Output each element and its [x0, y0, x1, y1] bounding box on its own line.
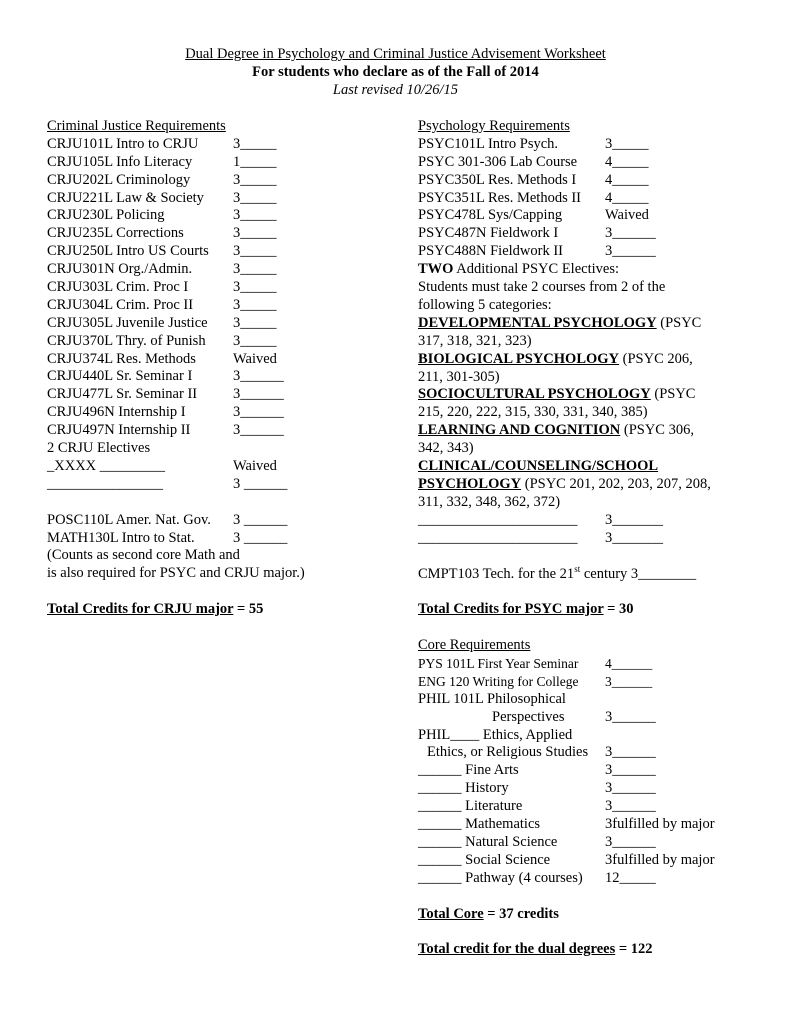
course-row: [418, 243, 748, 261]
credit-field[interactable]: 3______: [233, 404, 284, 421]
elective-name-field[interactable]: ______________________: [418, 511, 578, 528]
course-name: CRJU304L Crim. Proc II: [47, 296, 194, 313]
category-courses: (PSYC 201, 202, 203, 207, 208,: [521, 476, 711, 493]
core-row: [418, 834, 748, 852]
course-row: [418, 190, 748, 208]
course-row: [47, 207, 392, 225]
psyc-total-label: Total Credits for PSYC major: [418, 601, 604, 618]
core-row: [418, 780, 748, 798]
elective-row: [418, 530, 748, 548]
course-row: [418, 136, 748, 154]
course-name: CRJU305L Juvenile Justice: [47, 314, 208, 331]
electives-instruction: Students must take 2 courses from 2 of the: [418, 279, 666, 296]
course-row: [418, 207, 748, 225]
credit-field[interactable]: 4_____: [605, 153, 649, 170]
course-row: [47, 136, 392, 154]
core-name: ENG 120 Writing for College: [418, 673, 579, 689]
core-area-field[interactable]: ______ Mathematics: [418, 816, 541, 833]
course-row: [418, 225, 748, 243]
course-name: PSYC 301-306 Lab Course: [418, 153, 578, 170]
credit-field[interactable]: 3______: [233, 386, 284, 403]
credit-field[interactable]: 3fulfilled by major: [605, 851, 715, 868]
elective-row: [418, 512, 748, 530]
credit-field[interactable]: Waived: [233, 350, 277, 367]
category-courses: (PSYC: [650, 386, 696, 403]
course-row: [47, 279, 392, 297]
credit-field[interactable]: 3 ______: [233, 529, 288, 546]
credit-field[interactable]: 3_______: [605, 529, 663, 546]
category-courses: (PSYC: [656, 314, 702, 331]
course-name: CRJU496N Internship I: [47, 404, 186, 421]
course-row: [47, 530, 392, 548]
core-row: [418, 816, 748, 834]
credit-field[interactable]: 3_____: [605, 135, 649, 152]
course-name: CRJU105L Info Literacy: [47, 153, 193, 170]
credit-field[interactable]: Waived: [605, 207, 649, 224]
dual-total-label: Total credit for the dual degrees: [418, 941, 616, 958]
credit-field[interactable]: 12_____: [605, 869, 656, 886]
crju-column: [47, 118, 392, 619]
core-row: [418, 709, 748, 727]
course-row: [47, 404, 392, 422]
core-area-field[interactable]: ______ History: [418, 780, 509, 797]
course-name: CRJU101L Intro to CRJU: [47, 135, 199, 152]
category-courses: 311, 332, 348, 362, 372): [418, 493, 561, 510]
electives-instruction: following 5 categories:: [418, 296, 552, 313]
crju-total: [47, 601, 392, 619]
course-name: PSYC350L Res. Methods I: [418, 171, 577, 188]
electives-label: 2 CRJU Electives: [47, 440, 151, 457]
credit-field[interactable]: 3_____: [233, 279, 277, 296]
core-row: [418, 762, 748, 780]
core-area-field[interactable]: ______ Fine Arts: [418, 762, 519, 779]
course-name: CRJU301N Org./Admin.: [47, 261, 193, 278]
core-name: PHIL 101L Philosophical: [418, 690, 566, 707]
category-name: SOCIOCULTURAL PSYCHOLOGY: [418, 386, 651, 403]
credit-field[interactable]: 3_____: [233, 296, 277, 313]
electives-intro-text: Additional PSYC Electives:: [453, 261, 619, 278]
elective-row: [47, 458, 392, 476]
core-total: [418, 906, 748, 924]
course-name: CRJU230L Policing: [47, 207, 165, 224]
core-name: PHIL____ Ethics, Applied: [418, 726, 573, 743]
course-name: PSYC488N Fieldwork II: [418, 243, 564, 260]
credit-field[interactable]: 3 ______: [233, 511, 288, 528]
credit-field[interactable]: 4______: [605, 656, 653, 671]
category-courses: 317, 318, 321, 323): [418, 332, 532, 349]
credit-field[interactable]: 4_____: [605, 189, 649, 206]
course-row: [47, 190, 392, 208]
course-row: [47, 261, 392, 279]
course-row: [47, 315, 392, 333]
category-title: [418, 351, 748, 369]
course-name: MATH130L Intro to Stat.: [47, 529, 195, 546]
stat-note: (Counts as second core Math and: [47, 547, 240, 564]
psyc-column: [418, 118, 748, 959]
course-row: [47, 422, 392, 440]
crju-total-label: Total Credits for CRJU major: [47, 601, 234, 618]
course-row: [47, 351, 392, 369]
credit-field[interactable]: 3_____: [233, 189, 277, 206]
page-subtitle: For students who declare as of the Fall of 2014: [252, 64, 539, 80]
core-row: [418, 744, 748, 762]
core-heading: Core Requirements: [418, 637, 531, 654]
category-title: [418, 315, 748, 333]
course-name: CRJU370L Thry. of Punish: [47, 332, 206, 349]
credit-field[interactable]: 3______: [233, 368, 284, 385]
elective-row: [47, 476, 392, 494]
category-title: [418, 386, 748, 404]
credit-field[interactable]: 3______: [605, 780, 656, 797]
course-name: CRJU235L Corrections: [47, 225, 184, 242]
credit-field[interactable]: 3______: [605, 673, 653, 689]
course-row: [47, 386, 392, 404]
category-courses: (PSYC 206,: [619, 350, 693, 367]
two-emphasis: TWO: [418, 261, 454, 278]
core-total-label: Total Core: [418, 905, 484, 922]
stat-note: is also required for PSYC and CRJU major.): [47, 565, 305, 582]
course-name: CRJU250L Intro US Courts: [47, 243, 209, 260]
dual-total: [418, 941, 748, 959]
cmpt-course-name: CMPT103 Tech. for the 21: [418, 565, 575, 582]
course-row: [418, 154, 748, 172]
course-row: [47, 368, 392, 386]
core-area-field[interactable]: ______ Pathway (4 courses): [418, 869, 583, 886]
credit-field[interactable]: 3_____: [233, 171, 277, 188]
category-courses: 342, 343): [418, 440, 474, 457]
credit-field[interactable]: 3______: [605, 798, 656, 815]
category-courses: 211, 301-305): [418, 368, 500, 385]
course-name: CRJU221L Law & Society: [47, 189, 204, 206]
course-name: CRJU374L Res. Methods: [47, 350, 196, 367]
electives-intro: [418, 261, 748, 279]
credit-field[interactable]: 3______: [605, 744, 656, 761]
course-name: PSYC487N Fieldwork I: [418, 225, 559, 242]
psyc-heading: Psychology Requirements: [418, 118, 570, 134]
course-row: [47, 297, 392, 315]
category-name: LEARNING AND COGNITION: [418, 422, 621, 439]
elective-name-field[interactable]: ________________: [47, 475, 163, 492]
core-row: [418, 870, 748, 888]
course-row: [47, 172, 392, 190]
course-name: PSYC101L Intro Psych.: [418, 135, 559, 152]
core-row: [418, 673, 748, 691]
credit-field[interactable]: 3_____: [233, 332, 277, 349]
credit-field[interactable]: 3_____: [233, 225, 277, 242]
crju-total-value: = 55: [233, 601, 264, 618]
core-row: [418, 655, 748, 673]
category-name: BIOLOGICAL PSYCHOLOGY: [418, 350, 620, 367]
psyc-total-value: = 30: [603, 601, 634, 618]
core-name: Perspectives: [492, 708, 565, 725]
category-courses: 215, 220, 222, 315, 330, 331, 340, 385): [418, 404, 648, 421]
course-row: [418, 172, 748, 190]
credit-field[interactable]: 3 ______: [233, 475, 288, 492]
category-name: PSYCHOLOGY: [418, 476, 522, 493]
category-title: [418, 422, 748, 440]
header: [0, 45, 791, 99]
course-name: CRJU477L Sr. Seminar II: [47, 386, 198, 403]
core-row: [418, 852, 748, 870]
credit-field[interactable]: 3______: [605, 225, 656, 242]
course-name: CRJU497N Internship II: [47, 422, 191, 439]
core-total-value: = 37 credits: [483, 905, 559, 922]
course-row: [47, 225, 392, 243]
credit-field[interactable]: 3______: [605, 833, 656, 850]
category-courses: (PSYC 306,: [620, 422, 694, 439]
core-area-field[interactable]: ______ Natural Science: [418, 833, 558, 850]
credit-field[interactable]: 1_____: [233, 153, 277, 170]
course-name: PSYC351L Res. Methods II: [418, 189, 581, 206]
cmpt-sup: st: [574, 563, 581, 574]
course-name: CRJU303L Crim. Proc I: [47, 279, 189, 296]
course-name: POSC110L Amer. Nat. Gov.: [47, 511, 211, 528]
core-name: PYS 101L First Year Seminar: [418, 656, 579, 671]
credit-field[interactable]: 3______: [605, 243, 656, 260]
category-title: [418, 476, 748, 494]
credit-field[interactable]: 3______: [233, 422, 284, 439]
credit-field[interactable]: 3_____: [233, 314, 277, 331]
course-row: [47, 243, 392, 261]
cmpt-credit[interactable]: century 3________: [580, 565, 697, 582]
course-name: CRJU202L Criminology: [47, 171, 191, 188]
elective-name-field[interactable]: _XXXX _________: [47, 457, 166, 474]
course-row: [47, 333, 392, 351]
category-name: CLINICAL/COUNSELING/SCHOOL: [418, 458, 659, 475]
course-name: PSYC478L Sys/Capping: [418, 207, 563, 224]
psyc-total: [418, 601, 748, 619]
course-row: [47, 512, 392, 530]
credit-field[interactable]: 3______: [605, 762, 656, 779]
core-name: Ethics, or Religious Studies: [427, 744, 589, 761]
credit-field[interactable]: 3_____: [233, 207, 277, 224]
category-name: DEVELOPMENTAL PSYCHOLOGY: [418, 314, 657, 331]
cmpt-row: [418, 563, 748, 584]
course-row: [47, 154, 392, 172]
core-row: [418, 798, 748, 816]
core-area-field[interactable]: ______ Literature: [418, 798, 523, 815]
credit-field[interactable]: 3______: [605, 708, 656, 725]
course-name: CRJU440L Sr. Seminar I: [47, 368, 193, 385]
crju-heading: Criminal Justice Requirements: [47, 118, 226, 134]
page-title: Dual Degree in Psychology and Criminal Justice Advisement Worksheet: [185, 46, 606, 62]
credit-field[interactable]: 3_____: [233, 261, 277, 278]
credit-field[interactable]: 4_____: [605, 171, 649, 188]
core-area-field[interactable]: ______ Social Science: [418, 851, 551, 868]
credit-field[interactable]: Waived: [233, 457, 277, 474]
credit-field[interactable]: 3fulfilled by major: [605, 816, 715, 833]
credit-field[interactable]: 3_____: [233, 243, 277, 260]
dual-total-value: = 122: [615, 941, 653, 958]
revision-date: Last revised 10/26/15: [332, 82, 459, 98]
credit-field[interactable]: 3_______: [605, 511, 663, 528]
elective-name-field[interactable]: ______________________: [418, 529, 578, 546]
credit-field[interactable]: 3_____: [233, 135, 277, 152]
